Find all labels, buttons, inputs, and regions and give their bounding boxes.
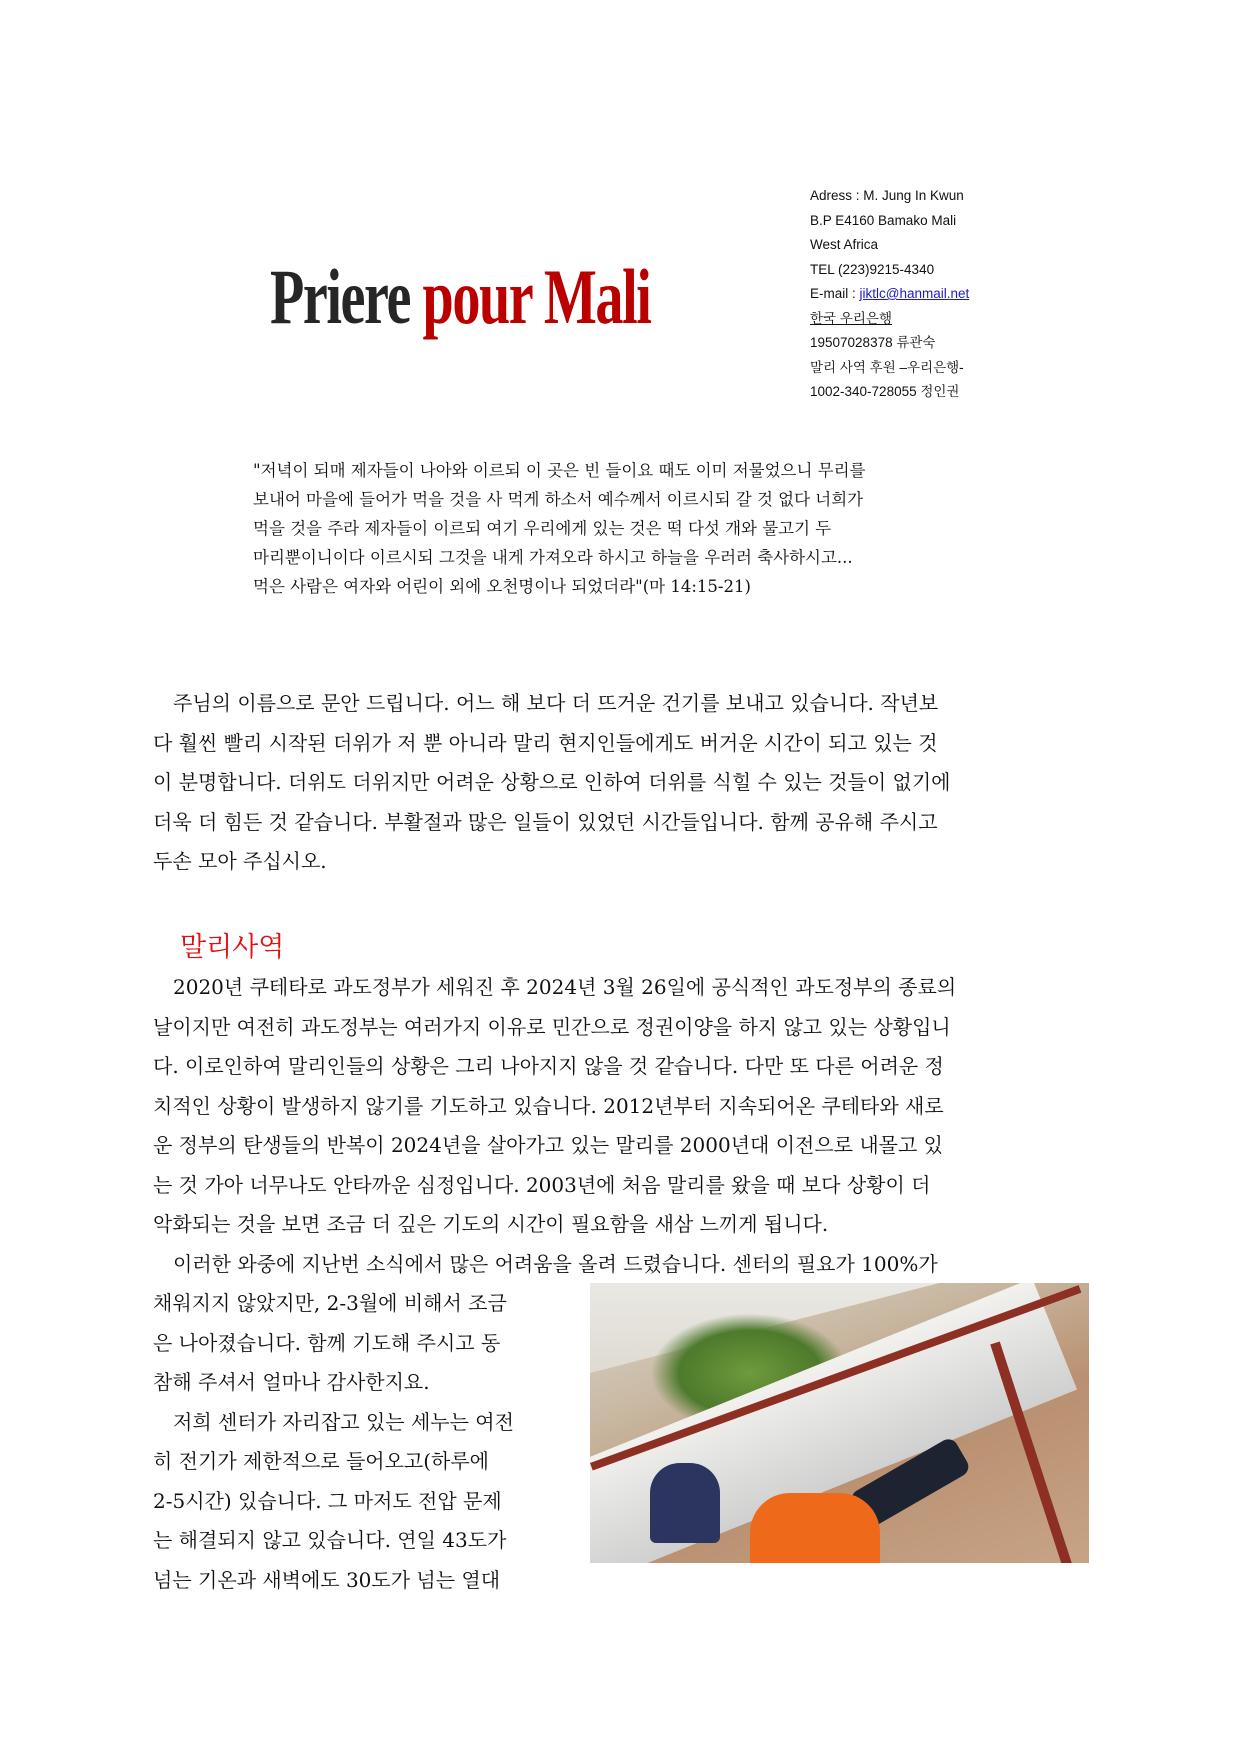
newsletter-title [270,253,651,340]
section-heading-mali-ministry: 말리사역 [180,932,285,963]
bank-2-name: 말리 사역 후원 –우리은행- [810,359,964,375]
bank-1-name: 한국 우리은행 [810,310,892,326]
quote-line: 마리뿐이니이다 이르시되 그것을 내게 가져오라 하시고 하늘을 우러러 축사하시고... [253,548,853,567]
section-line: 치적인 상황이 발생하지 않기를 기도하고 있습니다. 2012년부터 지속되어온 쿠테타와 새로 [153,1093,944,1118]
solar-panel-photo [590,1283,1089,1563]
section-line: 는 것 가아 너무나도 안타까운 심정입니다. 2003년에 처음 말리를 왔을 때 보다 상황이 더 [153,1172,931,1197]
wrapped-line: 2-5시간) 있습니다. 그 마저도 전압 문제 [153,1488,502,1513]
title-part-priere: Priere [270,253,410,340]
section-line: 다. 이로인하여 말리인들의 상황은 그리 나아지지 않을 것 같습니다. 다만 또 다른 어려운 정 [153,1054,944,1078]
intro-line: 주님의 이름으로 문안 드립니다. 어느 해 보다 더 뜨거운 건기를 보내고 있습니다. 작년보 [153,691,939,715]
wrapped-paragraph [153,1284,583,1600]
wrapped-line: 참해 주셔서 얼마나 감사한지요. [153,1370,430,1394]
section-line: 운 정부의 탄생들의 반복이 2024년을 살아가고 있는 말리를 2000년대 이전으로 내몰고 있 [153,1133,943,1157]
address-line-1: Adress : M. Jung In Kwun [810,188,964,203]
intro-line: 더욱 더 힘든 것 같습니다. 부활절과 많은 일들이 있었던 시간들입니다. 함께 공유해 주시고 [153,809,938,834]
bank-2-account: 1002-340-728055 정인권 [810,384,960,399]
email-link[interactable]: jiktlc@hanmail.net [859,286,970,301]
section-line: 날이지만 여전히 과도정부는 여러가지 이유로 민간으로 정권이양을 하지 않고 있는 상황입니 [153,1014,951,1039]
intro-line: 이 분명합니다. 더위도 더위지만 어려운 상황으로 인하여 더위를 식힐 수 있는 것들이 없기에 [153,770,951,794]
section-line: 2020년 쿠테타로 과도정부가 세워진 후 2024년 3월 26일에 공식적인 과도정부의 종료의 [153,975,957,999]
quote-line: 보내어 마을에 들어가 먹을 것을 사 먹게 하소서 예수께서 이르시되 갈 것 없다 너희가 [253,490,864,509]
scripture-quote [253,456,953,601]
email-label: E-mail : [810,286,860,301]
intro-line: 두손 모아 주십시오. [153,849,327,873]
wrapped-line: 채워지지 않았지만, 2-3월에 비해서 조금 [153,1291,507,1315]
wrapped-line: 넘는 기온과 새벽에도 30도가 넘는 열대 [153,1567,501,1592]
quote-line: 먹을 것을 주라 제자들이 이르되 여기 우리에게 있는 것은 떡 다섯 개와 물고기 두 [253,519,832,538]
wrapped-line: 저희 센터가 자리잡고 있는 세누는 여전 [153,1409,514,1434]
quote-line: 먹은 사람은 여자와 어린이 외에 오천명이나 되었더라"(마 14:15-21) [253,577,751,596]
wrapped-line: 히 전기가 제한적으로 들어오고(하루에 [153,1449,489,1473]
wrapped-line: 는 해결되지 않고 있습니다. 연일 43도가 [153,1528,507,1552]
telephone: TEL (223)9215-4340 [810,261,935,277]
title-part-pour-mali: pour Mali [422,253,651,340]
address-line-3: West Africa [810,237,879,252]
intro-line: 다 훨씬 빨리 시작된 더위가 저 뿐 아니라 말리 현지인들에게도 버거운 시간이 되고 있는 것 [153,730,938,755]
section-line: 악화되는 것을 보면 조금 더 깊은 기도의 시간이 필요함을 새삼 느끼게 됩니다. [153,1212,829,1236]
section-line: 이러한 와중에 지난번 소식에서 많은 어려움을 올려 드렸습니다. 센터의 필요가 100%가 [153,1251,938,1276]
wrapped-line: 은 나아졌습니다. 함께 기도해 주시고 동 [153,1330,501,1355]
quote-line: "저녁이 되매 제자들이 나아와 이르되 이 곳은 빈 들이요 때도 이미 저물었으니 무리를 [253,461,866,480]
address-line-2: B.P E4160 Bamako Mali [810,212,957,228]
intro-paragraph [153,684,1090,882]
email-row [810,282,969,307]
photo-worker-blue [650,1463,720,1543]
photo-worker-orange [750,1493,880,1563]
bank-1-account: 19507028378 류관숙 [810,335,936,350]
section-paragraph [153,968,1090,1284]
contact-block [810,184,969,405]
